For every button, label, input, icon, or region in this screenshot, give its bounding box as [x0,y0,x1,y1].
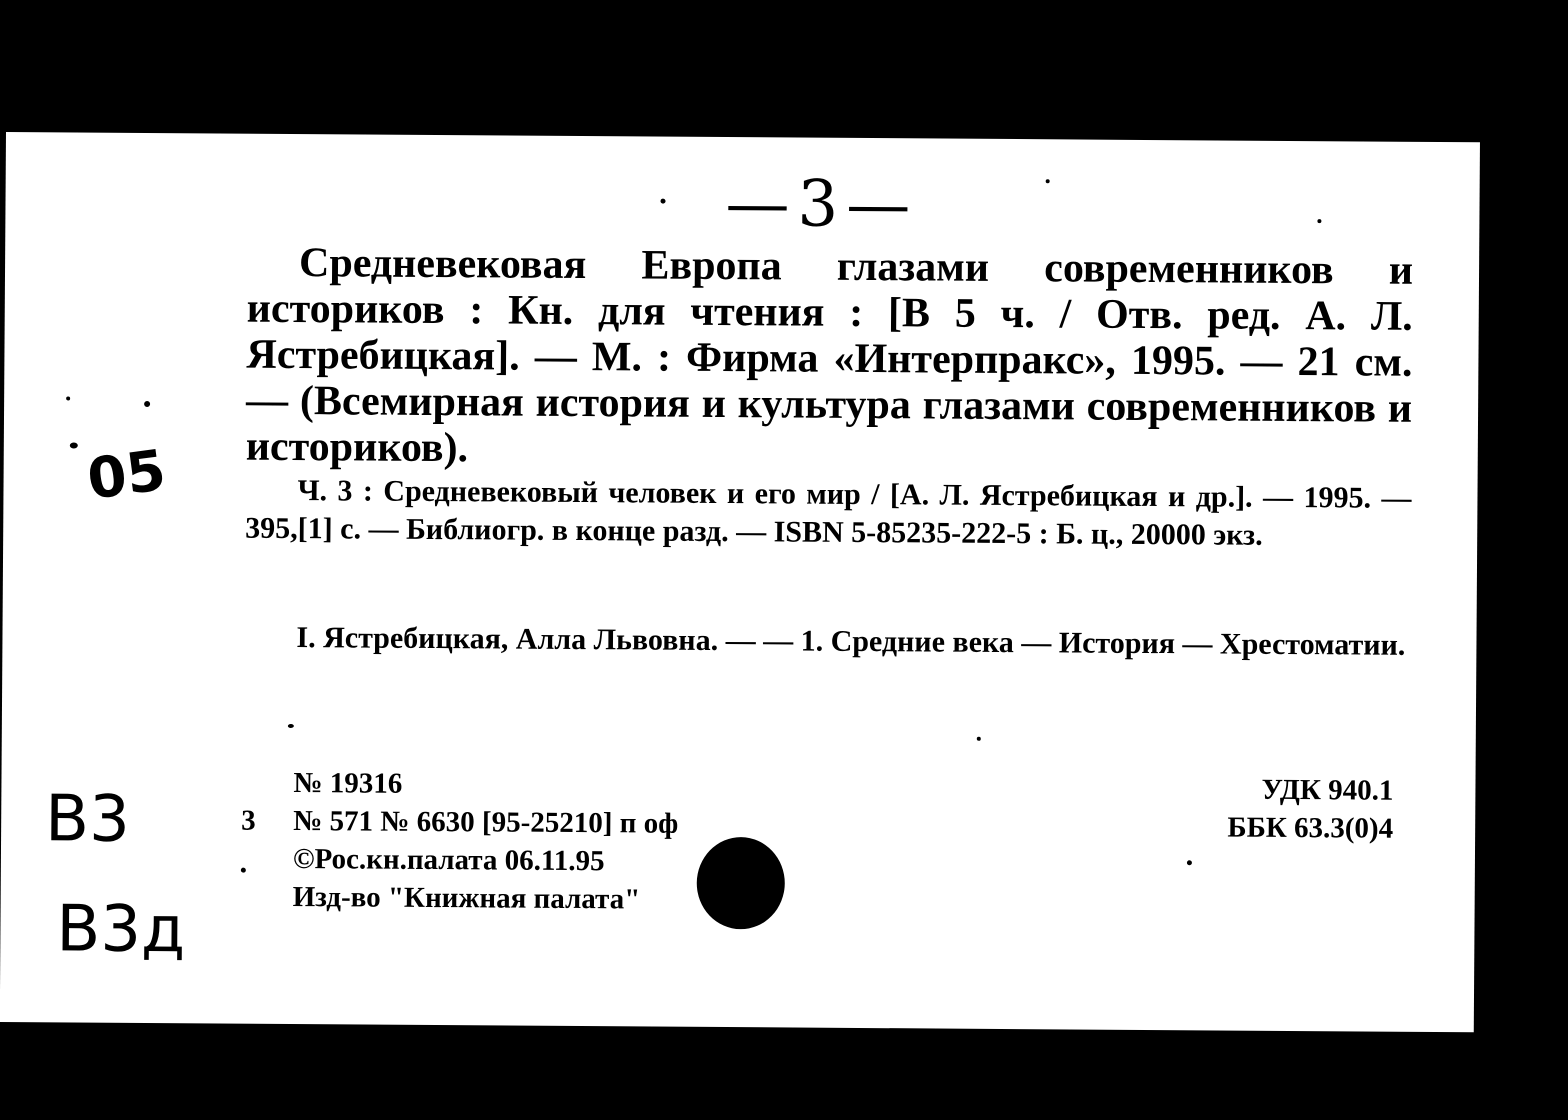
punch-hole [696,837,785,930]
speck [288,724,294,728]
record-codes: № 571 № 6630 [95-25210] п оф [293,805,679,840]
shelf-mark-2: В3д [56,892,186,968]
copyright-line: ©Рос.кн.палата 06.11.95 [292,843,605,878]
record-line [241,802,678,843]
bbk-code: ББК 63.3(0)4 [1227,811,1394,845]
speck [977,737,981,741]
shelf-mark-1: В3 [44,782,131,857]
line-prefix: 3 [241,804,256,837]
speck [1317,219,1321,223]
record-number: № 19316 [293,767,403,800]
record-info [241,764,679,919]
speck [144,401,150,407]
catalog-card [0,132,1480,1032]
speck [1046,179,1050,183]
margin-code: 05 [83,437,170,513]
udc-code: УДК 940.1 [1261,773,1394,807]
speck [1187,860,1192,865]
classification [1227,771,1393,848]
speck [70,442,78,448]
subject-tracing: I. Ястребицкая, Алла Львовна. — — 1. Средние века — История — Хрестоматии. [296,621,1406,662]
publisher-line: Изд-во "Книжная палата" [292,881,641,916]
bibliographic-title: Средневековая Европа глазами современников и историков : Кн. для чтения : [В 5 ч. / Отв. ред. А. Л. Ястребицкая]. — М. : Фирма «Интерпракс», 1995. — 21 см. — (Всемирная история и культура глазами современников и историков). [245,240,1414,472]
speck [241,868,246,873]
speck [66,396,70,400]
page-number: —3— [725,167,919,243]
volume-description: Ч. 3 : Средневековый человек и его мир / [А. Л. Ястребицкая и др.]. — 1995. — 395,[1] с. — Библиогр. в конце разд. — ISBN 5-85235-222-5 : Б. ц., 20000 экз. [245,474,1412,552]
speck [661,199,666,204]
